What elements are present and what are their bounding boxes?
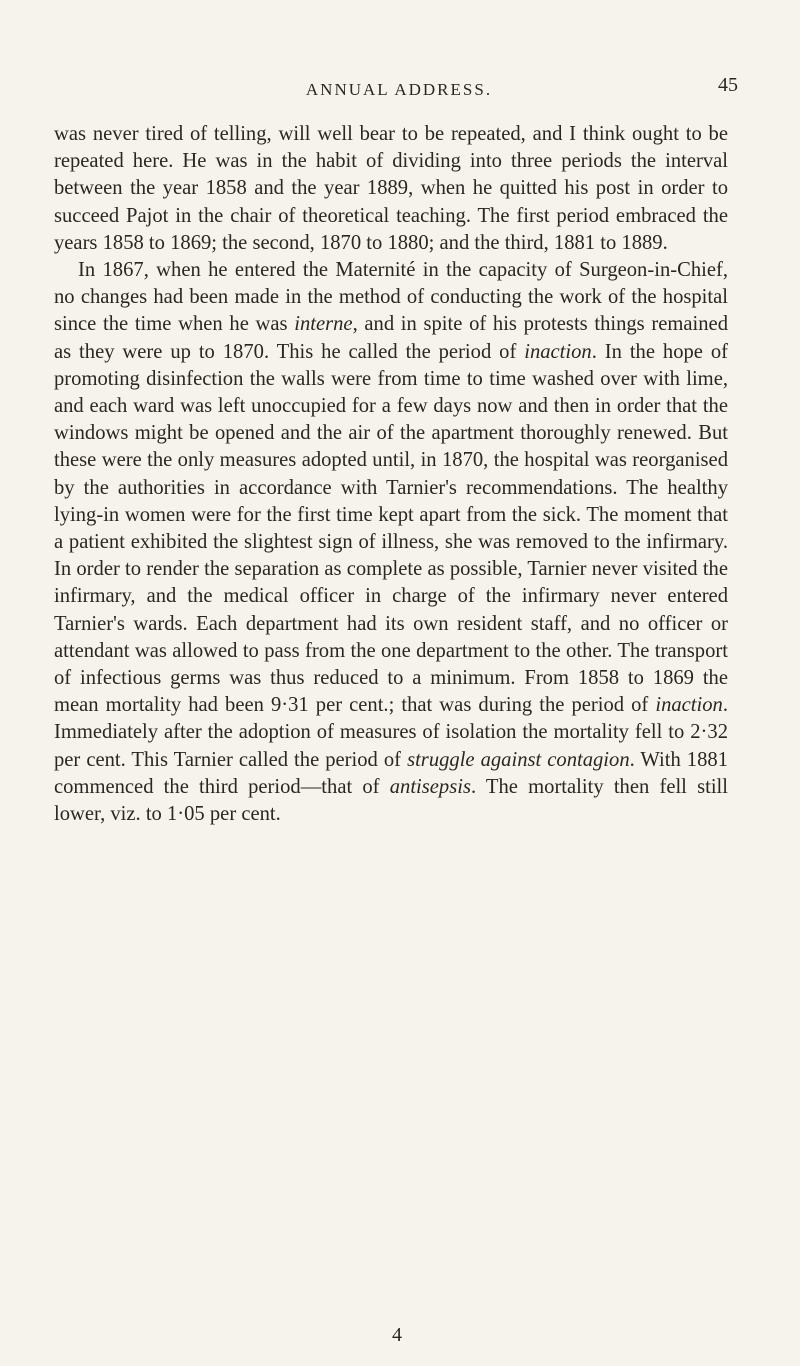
body-text: [54, 121, 728, 828]
signature-mark: 4: [392, 1324, 402, 1346]
running-title: ANNUAL ADDRESS.: [305, 80, 493, 99]
page-number: 45: [718, 74, 738, 96]
paragraph-1: was never tired of telling, will well bear to be repeated, and I think ought to be repeated here. He was in the habit of dividing into three periods the interval between the year 1858 and the year 1889, when he quitted his post in order to succeed Pajot in the chair of theoretical teaching. The first period embraced the years 1858 to 1869; the second, 1870 to 1880; and the third, 1881 to 1889.: [54, 123, 728, 254]
running-header: [54, 74, 744, 108]
paragraph-2: In 1867, when he entered the Maternité in the capacity of Surgeon-in-Chief, no changes had been made in the method of conducting the work of the hospital since the time when he was interne, and in spite of his protests things remained as they were up to 1870. This he called the period of inaction. In the hope of promoting disinfection the walls were from time to time washed over with lime, and each ward was left unoccupied for a few days now and then in order that the windows might be opened and the air of the apartment thoroughly renewed. But these were the only measures adopted until, in 1870, the hospital was reorganised by the authorities in accordance with Tarnier's recommendations. The healthy lying-in women were for the first time kept apart from the sick. The moment that a patient exhibited the slightest sign of illness, she was removed to the infirmary. In order to render the separation as complete as possible, Tarnier never visited the infirmary, and the medical officer in charge of the infirmary never entered Tarnier's wards. Each department had its own resident staff, and no officer or attendant was allowed to pass from the one department to the other. The transport of infectious germs was thus reduced to a minimum. From 1858 to 1869 the mean mortality had been 9·31 per cent.; that was during the period of inaction. Immediately after the adoption of measures of isolation the mortality fell to 2·32 per cent. This Tarnier called the period of struggle against contagion. With 1881 commenced the third period—that of antisepsis. The mortality then fell still lower, viz. to 1·05 per cent.: [54, 259, 728, 826]
